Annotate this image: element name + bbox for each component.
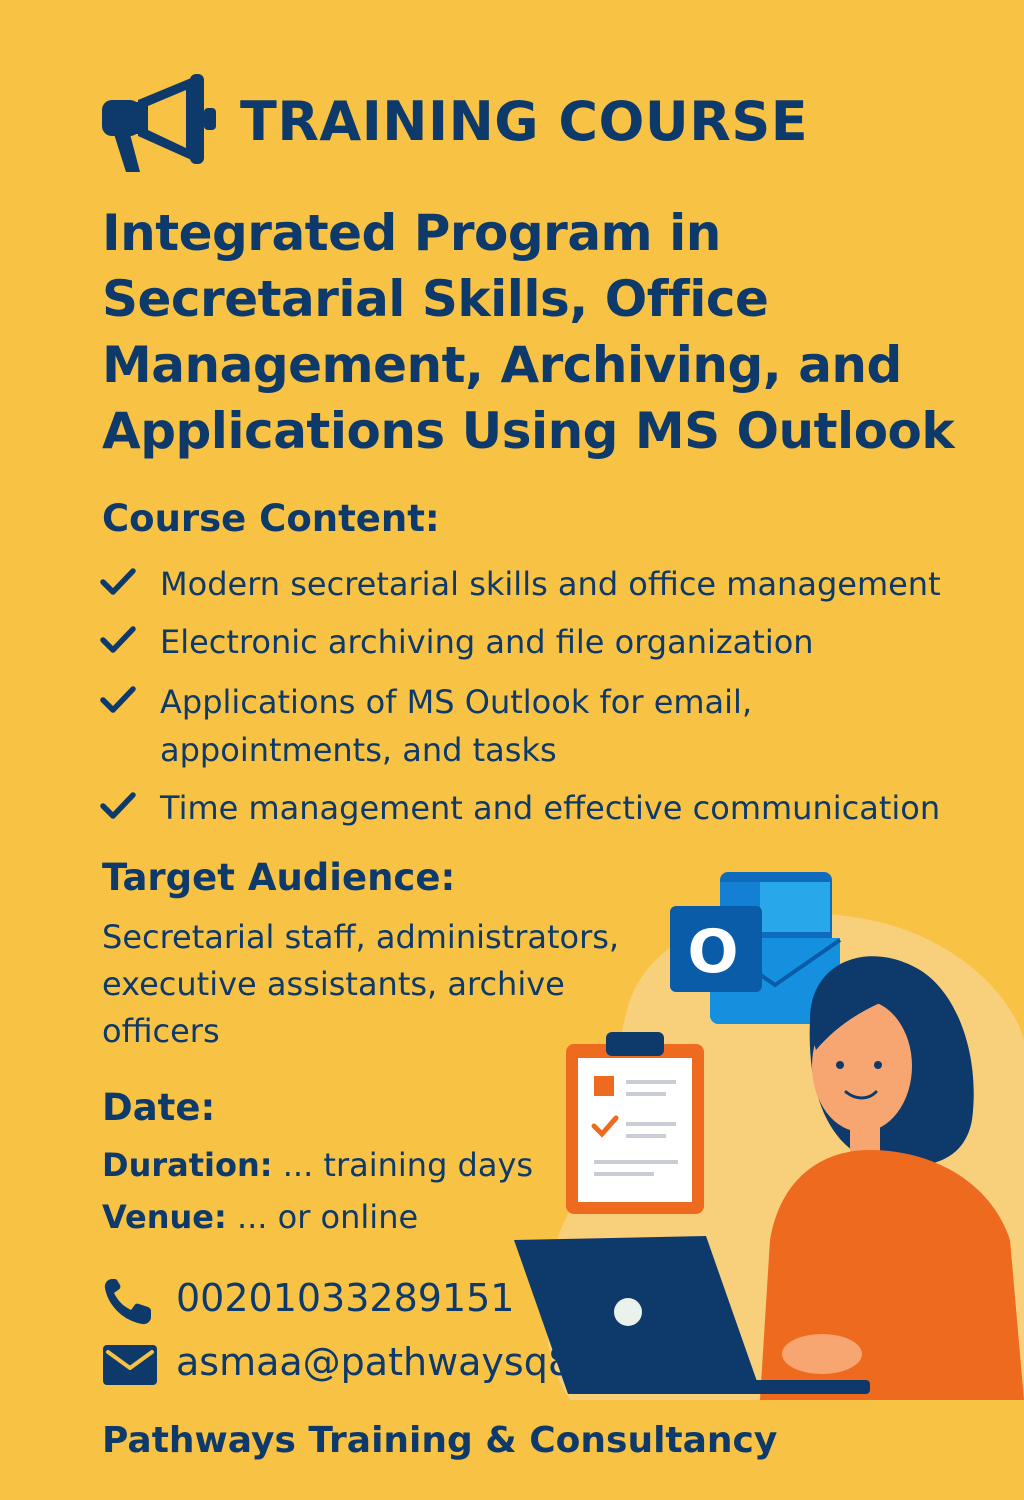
company-name: Pathways Training & Consultancy: [102, 1420, 778, 1461]
course-title-line: Management, Archiving, and: [102, 336, 902, 394]
course-title-line: Integrated Program in: [102, 204, 721, 262]
course-title-line: Applications Using MS Outlook: [102, 402, 955, 460]
venue-line: [102, 1198, 418, 1236]
envelope-icon: [102, 1344, 158, 1386]
course-content-heading: Course Content:: [102, 497, 440, 540]
audience-line: Secretarial staff, administrators,: [102, 918, 620, 956]
list-item-text: Time management and effective communication: [160, 789, 941, 827]
list-item-text: appointments, and tasks: [160, 731, 557, 769]
course-title: [102, 200, 1002, 464]
phone-number[interactable]: 00201033289151: [176, 1276, 515, 1320]
list-item-text: Applications of MS Outlook for email,: [160, 683, 753, 721]
check-icon: [100, 564, 136, 600]
target-audience-heading: Target Audience:: [102, 856, 456, 899]
date-heading: Date:: [102, 1086, 216, 1129]
outlook-letter: O: [687, 917, 739, 987]
duration-label: Duration:: [102, 1146, 273, 1184]
megaphone-icon: [100, 72, 220, 176]
venue-value: ... or online: [226, 1198, 419, 1236]
course-title-line: Secretarial Skills, Office: [102, 270, 769, 328]
check-icon: [100, 682, 136, 718]
list-item-text: Modern secretarial skills and office management: [160, 565, 941, 603]
office-worker-illustration: [510, 860, 1024, 1400]
venue-label: Venue:: [102, 1198, 227, 1236]
list-item-text: Electronic archiving and file organization: [160, 623, 814, 661]
phone-icon: [102, 1276, 156, 1326]
audience-line: executive assistants, archive: [102, 965, 565, 1003]
duration-line: [102, 1146, 533, 1184]
check-icon: [100, 788, 136, 824]
audience-line: officers: [102, 1012, 220, 1050]
clipboard-icon: [566, 1032, 704, 1214]
check-icon: [100, 622, 136, 658]
email-address[interactable]: asmaa@pathwaysq8.com: [176, 1340, 666, 1384]
duration-value: ... training days: [272, 1146, 534, 1184]
header-title: TRAINING COURSE: [240, 90, 809, 153]
